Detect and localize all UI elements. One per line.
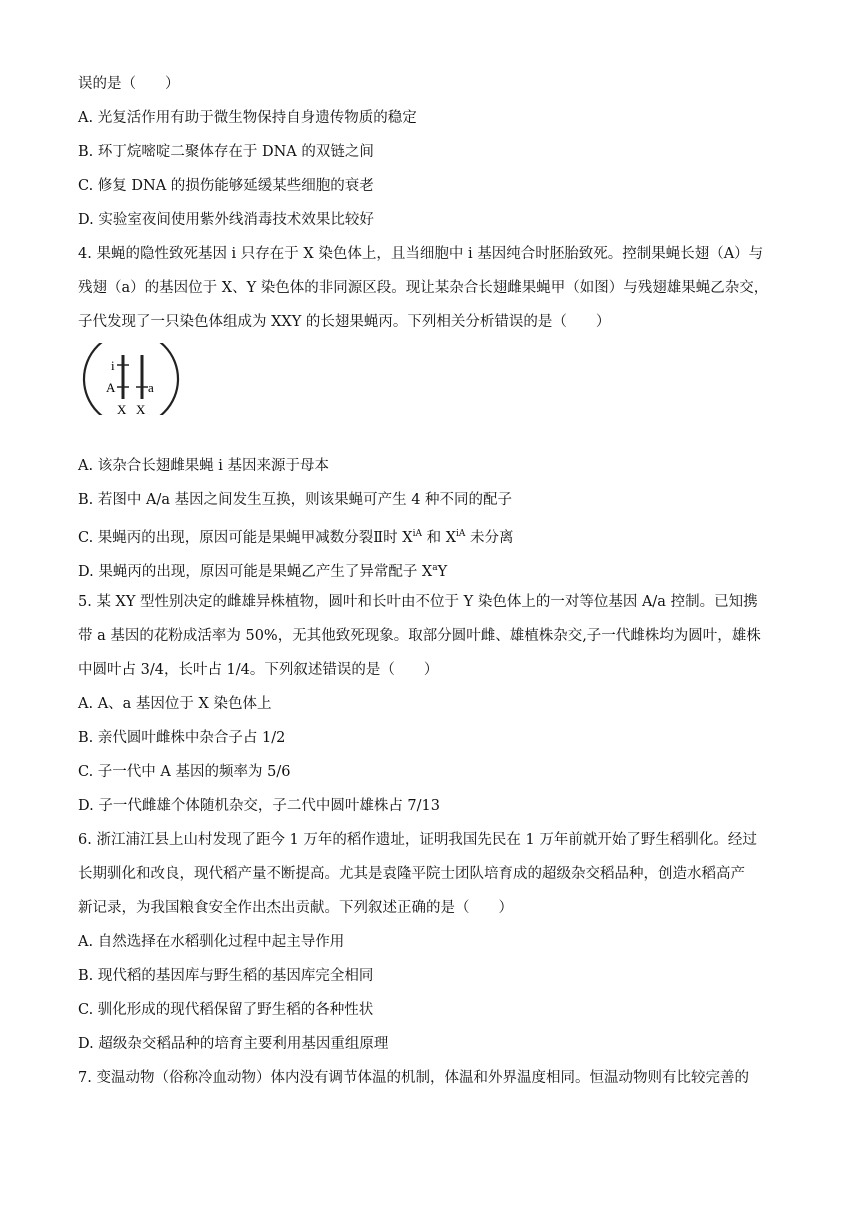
figure-label-x2: X bbox=[136, 402, 146, 415]
q5-option-a: A. A、a 基因位于 X 染色体上 bbox=[78, 696, 272, 712]
option-c: C. 修复 DNA 的损伤能够延缓某些细胞的衰老 bbox=[78, 178, 374, 194]
q4-option-c-text: 和 X bbox=[421, 530, 457, 546]
genotype-superscript: iA bbox=[456, 529, 466, 539]
figure-label-A: A bbox=[106, 380, 116, 395]
q6-option-c: C. 驯化形成的现代稻保留了野生稻的各种性状 bbox=[78, 1002, 374, 1018]
figure-circle bbox=[84, 343, 178, 415]
option-d: D. 实验室夜间使用紫外线消毒技术效果比较好 bbox=[78, 212, 374, 228]
q4-option-a: A. 该杂合长翅雌果蝇 i 基因来源于母本 bbox=[78, 458, 330, 474]
q6-option-d: D. 超级杂交稻品种的培育主要利用基因重组原理 bbox=[78, 1036, 389, 1052]
q4-option-c-text: C. 果蝇丙的出现，原因可能是果蝇甲减数分裂Ⅱ时 X bbox=[78, 530, 413, 546]
question-4-line-2: 残翅（a）的基因位于 X、Y 染色体的非同源区段。现让某杂合长翅雌果蝇甲（如图）与残翅雄果蝇乙杂交， bbox=[78, 280, 769, 296]
question-5-line-2: 带 a 基因的花粉成活率为 50%，无其他致死现象。取部分圆叶雌、雄植株杂交,子一代雌株均为圆叶，雄株 bbox=[78, 628, 761, 644]
q5-option-c: C. 子一代中 A 基因的频率为 5/6 bbox=[78, 764, 291, 780]
figure-label-i: i bbox=[111, 358, 115, 373]
chromosome-figure bbox=[82, 343, 180, 415]
question-6-line-2: 长期驯化和改良，现代稻产量不断提高。尤其是袁隆平院士团队培育成的超级杂交稻品种，创造水稻高产 bbox=[78, 866, 745, 882]
q6-option-b: B. 现代稻的基因库与野生稻的基因库完全相同 bbox=[78, 968, 374, 984]
q4-option-d bbox=[78, 558, 788, 582]
q5-option-b: B. 亲代圆叶雌株中杂合子占 1/2 bbox=[78, 730, 286, 746]
question-6-line-3: 新记录，为我国粮食安全作出杰出贡献。下列叙述正确的是（ ） bbox=[78, 900, 513, 916]
q6-option-a: A. 自然选择在水稻驯化过程中起主导作用 bbox=[78, 934, 345, 950]
question-5-line-3: 中圆叶占 3/4，长叶占 1/4。下列叙述错误的是（ ） bbox=[78, 662, 439, 678]
q4-option-c-text: 未分离 bbox=[465, 530, 514, 546]
q4-option-d-text: Y bbox=[437, 564, 448, 580]
q4-option-c bbox=[78, 524, 788, 548]
text-line: 误的是（ ） bbox=[78, 76, 180, 92]
genotype-superscript: a bbox=[432, 563, 438, 573]
question-4-line-1: 4. 果蝇的隐性致死基因 i 只存在于 X 染色体上，且当细胞中 i 基因纯合时胚胎致死。控制果蝇长翅（A）与 bbox=[78, 246, 764, 262]
question-4-line-3: 子代发现了一只染色体组成为 XXY 的长翅果蝇丙。下列相关分析错误的是（ ） bbox=[78, 314, 611, 330]
q5-option-d: D. 子一代雌雄个体随机杂交，子二代中圆叶雄株占 7/13 bbox=[78, 798, 440, 814]
question-6-line-1: 6. 浙江浦江县上山村发现了距今 1 万年的稻作遗址，证明我国先民在 1 万年前就开始了野生稻驯化。经过 bbox=[78, 832, 757, 848]
genotype-superscript: iA bbox=[412, 529, 422, 539]
option-a: A. 光复活作用有助于微生物保持自身遗传物质的稳定 bbox=[78, 110, 417, 126]
figure-label-x1: X bbox=[117, 402, 127, 415]
q4-option-b: B. 若图中 A/a 基因之间发生互换，则该果蝇可产生 4 种不同的配子 bbox=[78, 492, 513, 508]
option-b: B. 环丁烷嘧啶二聚体存在于 DNA 的双链之间 bbox=[78, 144, 374, 160]
question-5-line-1: 5. 某 XY 型性别决定的雌雄异株植物，圆叶和长叶由不位于 Y 染色体上的一对等位基因 A/a 控制。已知携 bbox=[78, 594, 758, 610]
q4-option-d-text: D. 果蝇丙的出现，原因可能是果蝇乙产生了异常配子 X bbox=[78, 564, 433, 580]
figure-label-a: a bbox=[148, 380, 154, 395]
question-7-line-1: 7. 变温动物（俗称冷血动物）体内没有调节体温的机制，体温和外界温度相同。恒温动物则有比较完善的 bbox=[78, 1070, 749, 1086]
